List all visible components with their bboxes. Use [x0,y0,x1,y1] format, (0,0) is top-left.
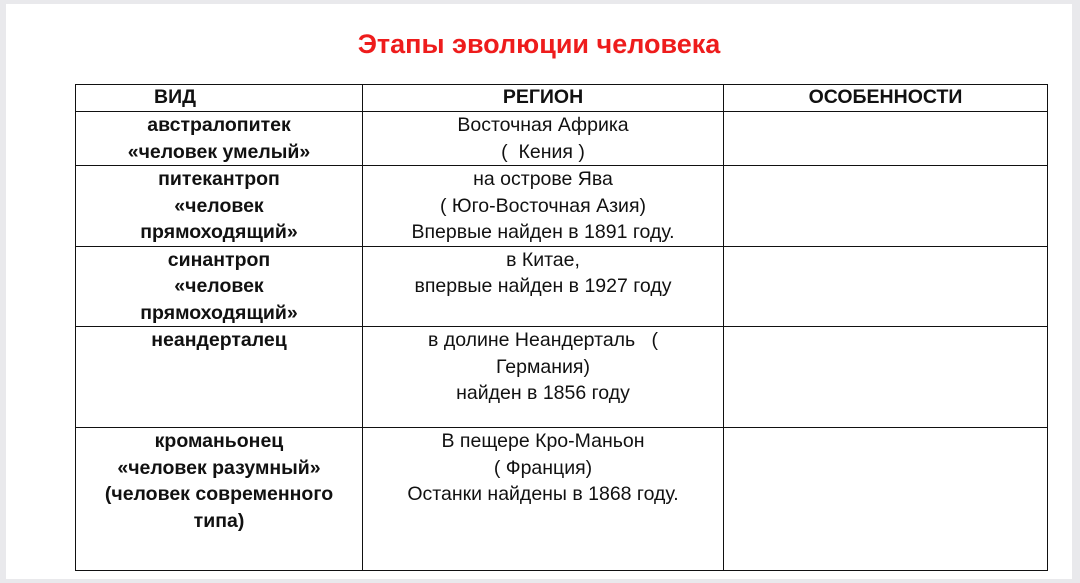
table-row [76,112,1048,166]
vid-cell: синантроп «человек прямоходящий» [76,246,363,327]
vid-cell: питекантроп «человек прямоходящий» [76,166,363,247]
slide [6,4,1072,579]
region-cell: на острове Ява ( Юго-Восточная Азия) Впервые найден в 1891 году. [363,166,724,247]
features-cell[interactable] [724,246,1048,327]
region-cell: в долине Неандерталь ( Германия) найден в 1856 году [363,327,724,428]
features-cell[interactable] [724,166,1048,247]
header-row [76,85,1048,112]
region-cell: в Китае, впервые найден в 1927 году [363,246,724,327]
features-cell[interactable] [724,428,1048,571]
header-vid: ВИД [76,85,363,112]
vid-cell: кроманьонец «человек разумный» (человек современного типа) [76,428,363,571]
evolution-table [75,84,1048,571]
vid-cell: австралопитек «человек умелый» [76,112,363,166]
table-row [76,428,1048,571]
region-cell: Восточная Африка ( Кения ) [363,112,724,166]
table-row [76,166,1048,247]
header-features: ОСОБЕННОСТИ [724,85,1048,112]
region-cell: В пещере Кро-Маньон ( Франция) Останки найдены в 1868 году. [363,428,724,571]
page-title: Этапы эволюции человека [357,29,721,59]
table-row [76,246,1048,327]
header-region: РЕГИОН [363,85,724,112]
features-cell[interactable] [724,327,1048,428]
table-row [76,327,1048,428]
features-cell[interactable] [724,112,1048,166]
vid-cell: неандерталец [76,327,363,428]
